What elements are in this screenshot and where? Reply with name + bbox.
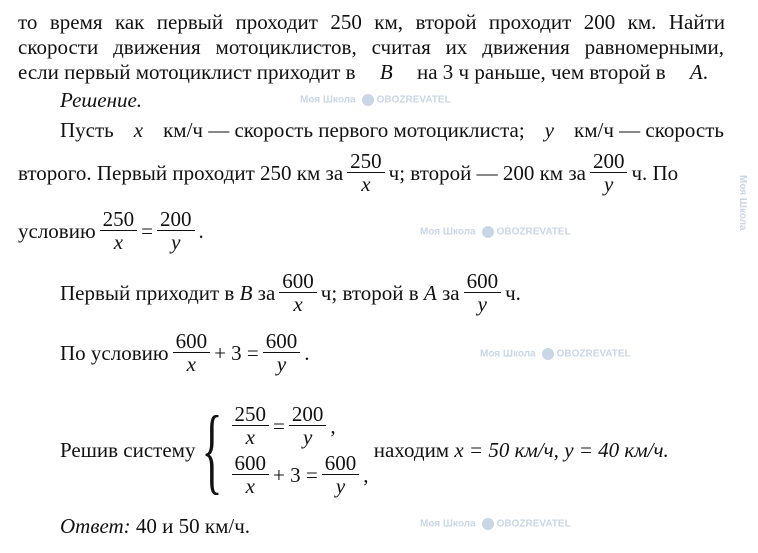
fraction-denominator: y [171,230,181,254]
text-span [228,403,369,448]
equation-system [228,403,369,497]
fraction-numerator: 600 [279,270,317,293]
text-span: A [423,280,437,305]
fraction [100,208,138,253]
text-span: x = 50 км/ч, [454,438,559,462]
text-span: км/ч — скорость первого мотоциклиста; [163,118,525,142]
text-span: Моя Школа [420,518,476,530]
text-span: . [198,218,204,243]
text-span: ч. [505,280,521,305]
fraction-denominator: y [477,292,487,316]
watermark-logo-icon [482,518,494,530]
text-span: ч; второй в [320,280,419,305]
answer-value: 40 и 50 км/ч. [135,514,251,538]
solution-para-4 [60,270,521,315]
watermark [300,94,451,107]
fraction [157,208,195,253]
text-span: + 3 = [214,340,259,365]
solution-para-1 [60,118,724,142]
fraction-denominator: x [245,425,255,449]
fraction-numerator: 250 [232,403,270,426]
fraction-denominator: y [302,425,313,449]
text-span: = [273,413,285,438]
text-span: Пусть [60,118,114,142]
fraction-numerator: 250 [347,150,385,173]
text-span: OBOZREVATEL [496,226,571,238]
text-span: , [363,462,369,487]
fraction-numerator: 600 [464,270,502,293]
text-span [228,452,369,497]
text-span: B [239,280,253,305]
problem-line-2: скорости движения мотоциклистов, считая их движения равномерными, [18,35,724,59]
text-span: x [133,118,144,142]
solution-para-2 [18,150,678,195]
watermark [420,226,571,239]
text-span: на 3 ч раньше, чем второй в [417,60,666,84]
fraction-denominator: x [113,230,124,254]
text-span: Решив систему [60,438,196,462]
fraction-numerator: 250 [100,208,138,231]
watermark-logo-icon [542,348,554,360]
fraction-denominator: y [604,172,614,196]
text-span: за [441,280,460,305]
fraction-numerator: 600 [173,330,211,353]
text-span: Моя Школа [737,175,748,231]
text-span: Моя Школа [420,226,476,238]
system-brace: { [202,396,223,503]
fraction-denominator: y [335,474,346,498]
solution-para-5 [60,330,310,375]
text-span: Моя Школа [300,94,356,106]
text-span [690,60,708,84]
solution-heading: Решение. [60,88,143,112]
fraction-numerator: 200 [590,150,628,173]
watermark-logo-icon [482,226,494,238]
watermark-logo-icon [362,94,374,106]
fraction-denominator: x [361,172,371,196]
fraction-numerator: 200 [157,208,195,231]
text-span: находим [373,438,450,462]
watermark [736,175,748,231]
text-span: OBOZREVATEL [376,94,451,106]
fraction-250-over-x [347,150,385,195]
fraction-numerator: 600 [263,330,301,353]
fraction-numerator: 600 [322,452,360,475]
text-span: B [379,60,393,84]
text-span: По условию [60,340,169,365]
fraction-denominator: y [276,352,287,376]
fraction [279,270,317,315]
text-span: OBOZREVATEL [556,348,631,360]
watermark [420,518,571,531]
text-span: y = 40 км/ч. [564,438,669,462]
fraction-denominator: x [186,352,196,376]
text-span: OBOZREVATEL [496,518,571,530]
text-span: Моя Школа [480,348,536,360]
fraction [263,330,301,375]
text-span: + 3 = [273,462,318,487]
watermark [480,348,631,361]
text-span: , [330,413,336,438]
text-span: за [257,280,276,305]
solution-para-6 [60,398,669,502]
fraction [464,270,502,315]
answer [60,514,250,538]
text-span: y [544,118,554,142]
solution-para-3 [18,208,204,253]
fraction [289,403,327,448]
text-span: ч; второй — 200 км за [388,160,586,185]
text-span: условию [18,218,96,243]
text-span: км/ч — скорость [574,118,724,142]
fraction-200-over-y [590,150,628,195]
fraction [232,452,270,497]
fraction-numerator: 200 [289,403,327,426]
text-span: Первый приходит в [60,280,235,305]
text-span: = [141,218,153,243]
problem-line-1: то время как первый проходит 250 км, второй проходит 200 км. Найти [18,10,725,34]
text-span: если первый мотоциклист приходит в [18,60,356,84]
fraction [322,452,360,497]
text-span: ч. По [631,160,679,185]
fraction [232,403,270,448]
text-span: A [689,60,703,84]
fraction [173,330,211,375]
text-span: второго. Первый проходит 250 км за [18,160,344,185]
fraction-denominator: x [293,292,303,316]
problem-line-3 [18,60,708,84]
answer-label: Ответ: [60,514,131,538]
fraction-denominator: x [245,474,255,498]
text-span: . [304,340,310,365]
fraction-numerator: 600 [232,452,270,475]
text-span: . [702,60,708,84]
